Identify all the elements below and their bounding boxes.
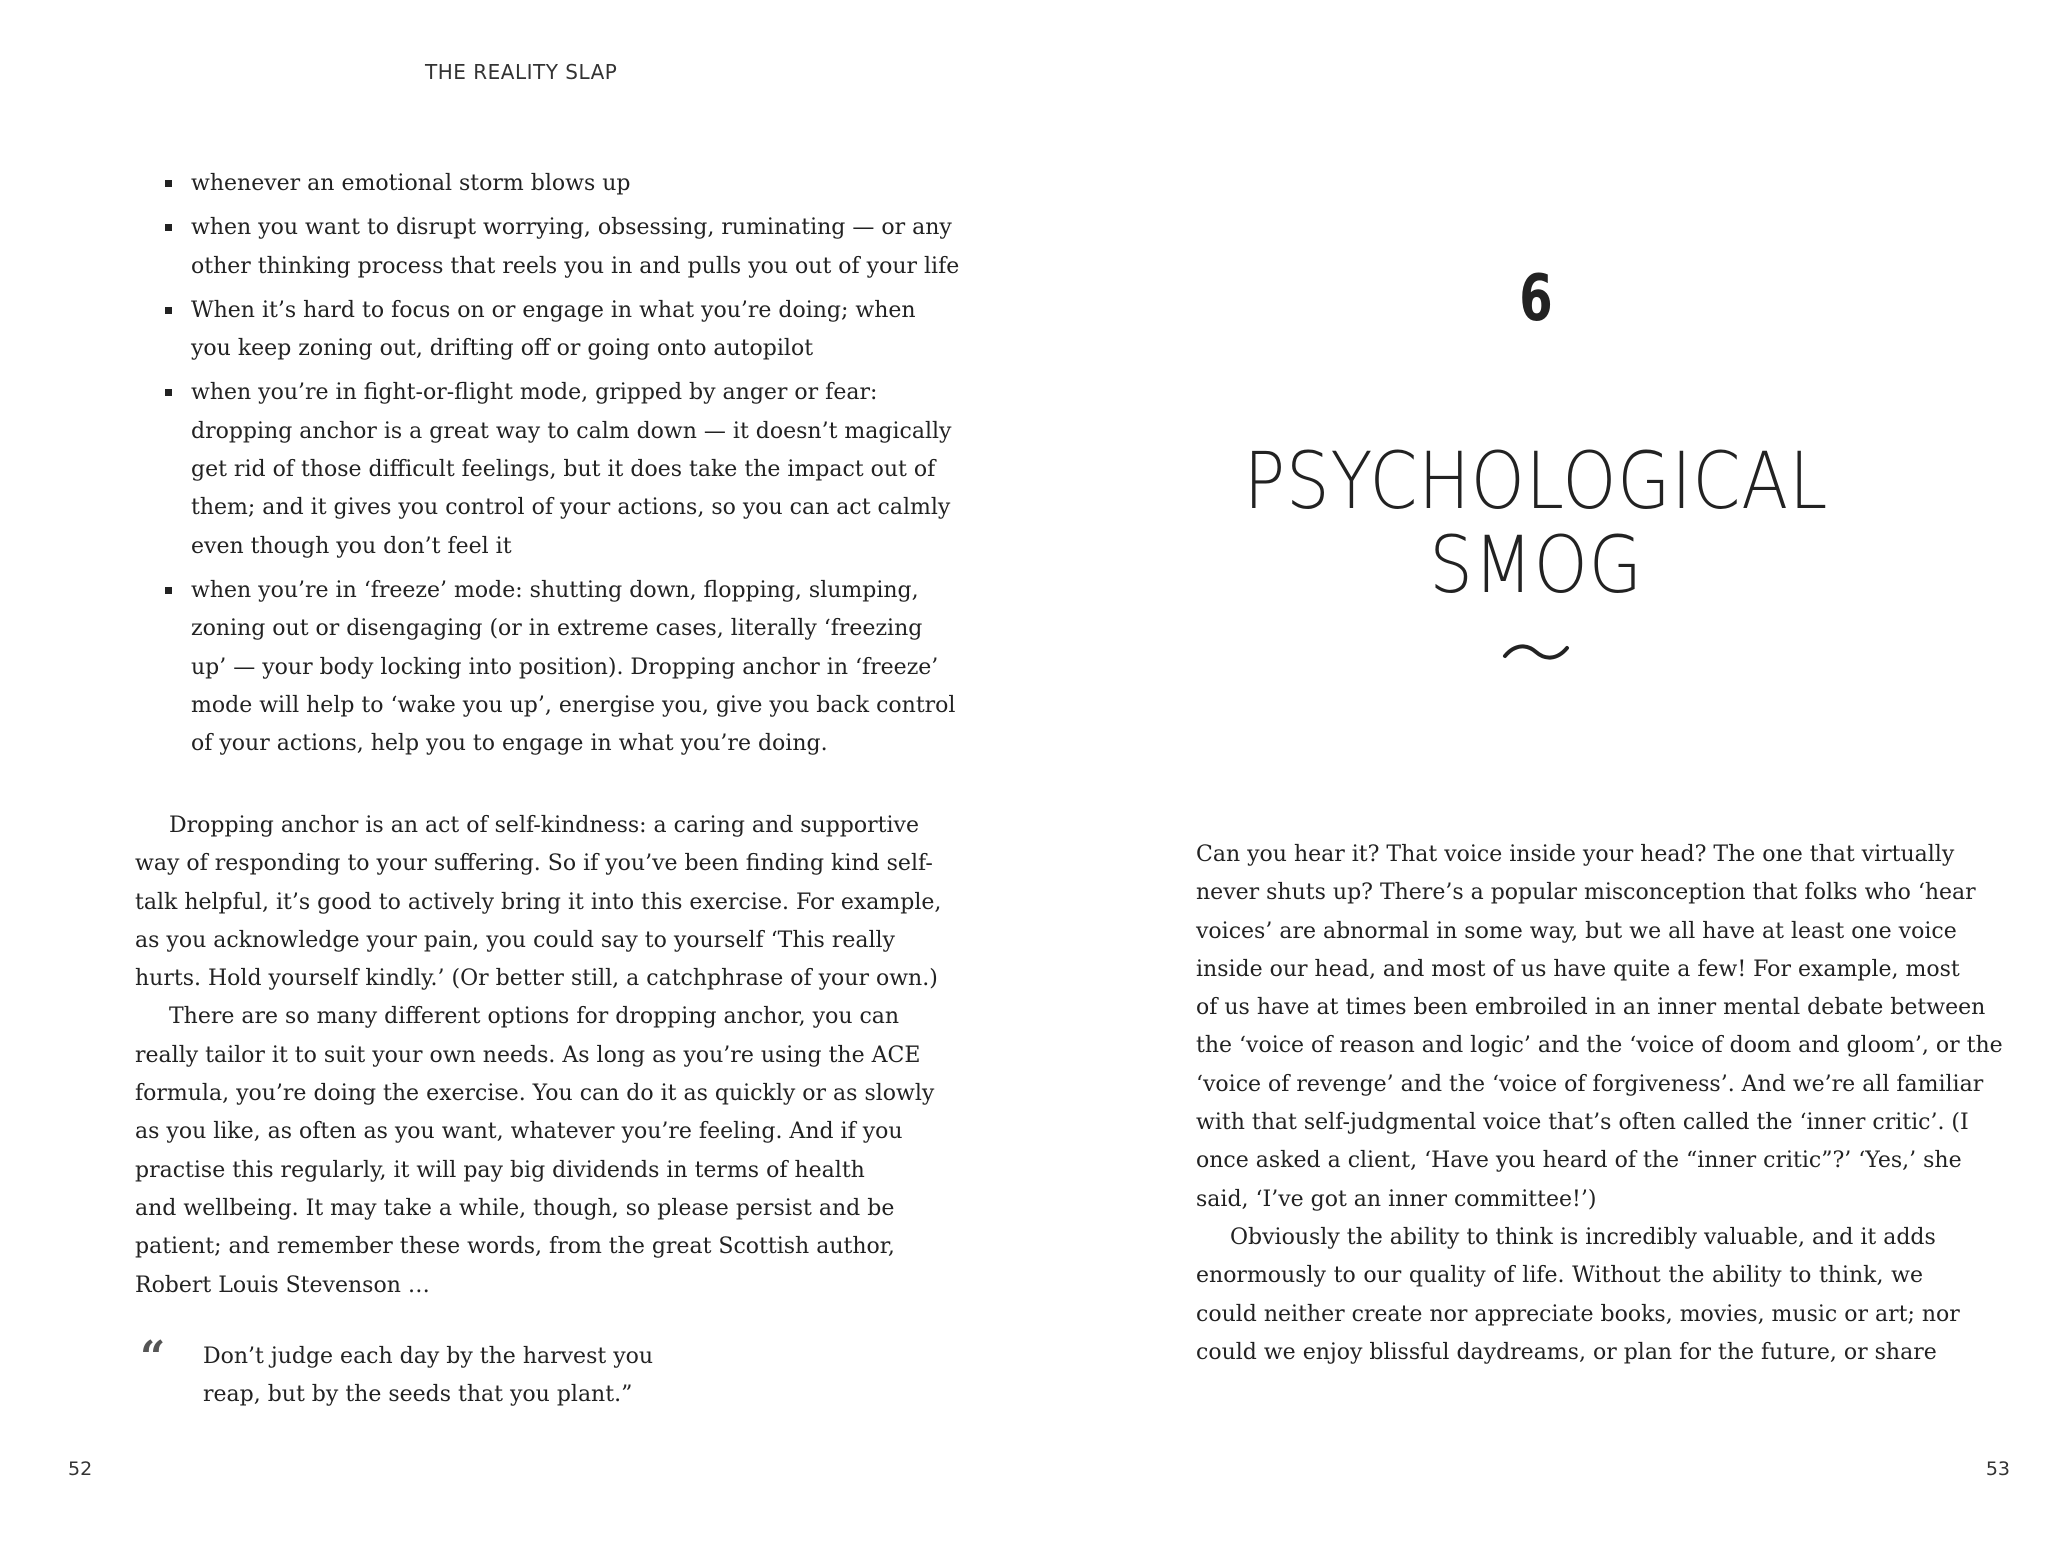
text-line: when you’re in fight-or-flight mode, gripped by anger or fear: <box>191 380 878 406</box>
text-line: with that self-judgmental voice that’s often called the ‘inner critic’. (I <box>1196 1110 1969 1136</box>
chapter-title <box>1024 437 2048 611</box>
text-line: zoning out or disengaging (or in extreme cases, literally ‘freezing <box>191 616 923 642</box>
paragraph <box>1196 1219 1960 1372</box>
text-line: inside our head, and most of us have quite a few! For example, most <box>1196 956 1960 982</box>
text-line: There are so many different options for dropping anchor, you can <box>169 1004 900 1030</box>
bullet-square-icon <box>165 180 172 187</box>
chapter-number: 6 <box>1519 262 1553 336</box>
bullet-square-icon <box>165 224 172 231</box>
text-line: practise this regularly, it will pay big dividends in terms of health <box>135 1157 865 1183</box>
text-line: Don’t judge each day by the harvest you <box>203 1344 654 1369</box>
paragraph <box>135 998 935 1304</box>
text-line: Obviously the ability to think is incredibly valuable, and it adds <box>1230 1224 1936 1250</box>
running-head: THE REALITY SLAP <box>425 60 618 84</box>
text-line: way of responding to your suffering. So if you’ve been finding kind self- <box>135 851 933 877</box>
text-line: the ‘voice of reason and logic’ and the ‘voice of doom and gloom’, or the <box>1196 1033 2003 1059</box>
text-line: never shuts up? There’s a popular misconception that folks who ‘hear <box>1196 880 1976 906</box>
text-line: other thinking process that reels you in and pulls you out of your life <box>191 253 960 279</box>
text-line: get rid of those difficult feelings, but it does take the impact out of <box>191 457 936 483</box>
pull-quote <box>135 1332 755 1415</box>
left-body-text <box>135 807 942 1305</box>
bullet-item <box>135 572 956 763</box>
text-line: enormously to our quality of life. Without the ability to think, we <box>1196 1263 1923 1289</box>
text-line: formula, you’re doing the exercise. You can do it as quickly or as slowly <box>135 1081 935 1107</box>
text-line: as you acknowledge your pain, you could say to yourself ‘This really <box>135 927 895 953</box>
text-line: really tailor it to suit your own needs. As long as you’re using the ACE <box>135 1042 921 1068</box>
text-line: Dropping anchor is an act of self-kindness: a caring and supportive <box>169 813 919 838</box>
text-line: Can you hear it? That voice inside your head? The one that virtually <box>1196 842 1955 867</box>
text-line: mode will help to ‘wake you up’, energise you, give you back control <box>191 692 956 718</box>
quote-mark-icon: “ <box>140 1332 166 1383</box>
text-line: whenever an emotional storm blows up <box>191 171 631 196</box>
bullet-list <box>135 165 960 769</box>
bullet-item <box>135 209 960 286</box>
text-line: of us have at times been embroiled in an inner mental debate between <box>1196 995 1986 1021</box>
text-line: patient; and remember these words, from the great Scottish author, <box>135 1234 895 1260</box>
bullet-square-icon <box>165 307 172 314</box>
text-line: said, ‘I’ve got an inner committee!’) <box>1196 1186 1597 1212</box>
bullet-square-icon <box>165 389 172 396</box>
text-line: dropping anchor is a great way to calm down — it doesn’t magically <box>191 418 952 444</box>
text-line: once asked a client, ‘Have you heard of the “inner critic”?’ ‘Yes,’ she <box>1196 1148 1962 1174</box>
text-line: you keep zoning out, drifting off or going onto autopilot <box>191 336 814 362</box>
bullet-item <box>135 165 862 203</box>
text-line: up’ — your body locking into position). Dropping anchor in ‘freeze’ <box>191 654 939 680</box>
tilde-ornament-icon <box>1024 640 2048 669</box>
text-line: voices’ are abnormal in some way, but we all have at least one voice <box>1196 918 1957 944</box>
text-line: of your actions, help you to engage in what you’re doing. <box>191 731 828 757</box>
text-line: when you’re in ‘freeze’ mode: shutting down, flopping, slumping, <box>191 577 919 603</box>
text-line: reap, but by the seeds that you plant.” <box>203 1382 633 1408</box>
bullet-square-icon <box>165 587 172 594</box>
right-page <box>1024 0 2048 1542</box>
quote-text <box>203 1338 755 1415</box>
text-line: could we enjoy blissful daydreams, or plan for the future, or share <box>1196 1339 1937 1365</box>
text-line: When it’s hard to focus on or engage in what you’re doing; when <box>191 297 916 323</box>
text-line: and wellbeing. It may take a while, though, so please persist and be <box>135 1195 895 1221</box>
text-line: talk helpful, it’s good to actively bring it into this exercise. For example, <box>135 889 942 915</box>
chapter-title-line-2: SMOG <box>1429 521 1643 611</box>
bullet-item <box>135 292 916 369</box>
paragraph <box>135 807 942 998</box>
text-line: Robert Louis Stevenson … <box>135 1272 430 1298</box>
page-number-right: 53 <box>1985 1458 2010 1480</box>
right-body-text <box>1196 836 2003 1372</box>
text-line: even though you don’t feel it <box>191 533 512 559</box>
page-number-left: 52 <box>68 1458 93 1480</box>
paragraph <box>1196 836 2003 1219</box>
text-line: ‘voice of revenge’ and the ‘voice of forgiveness’. And we’re all familiar <box>1196 1071 1984 1097</box>
chapter-title-line-1: PSYCHOLOGICAL <box>1243 437 1829 527</box>
text-line: could neither create nor appreciate books, movies, music or art; nor <box>1196 1301 1960 1327</box>
text-line: when you want to disrupt worrying, obsessing, ruminating — or any <box>191 215 952 241</box>
text-line: as you like, as often as you want, whatever you’re feeling. And if you <box>135 1119 903 1145</box>
text-line: them; and it gives you control of your actions, so you can act calmly <box>191 495 951 521</box>
text-line: hurts. Hold yourself kindly.’ (Or better still, a catchphrase of your own.) <box>135 966 938 992</box>
bullet-item <box>135 374 952 565</box>
